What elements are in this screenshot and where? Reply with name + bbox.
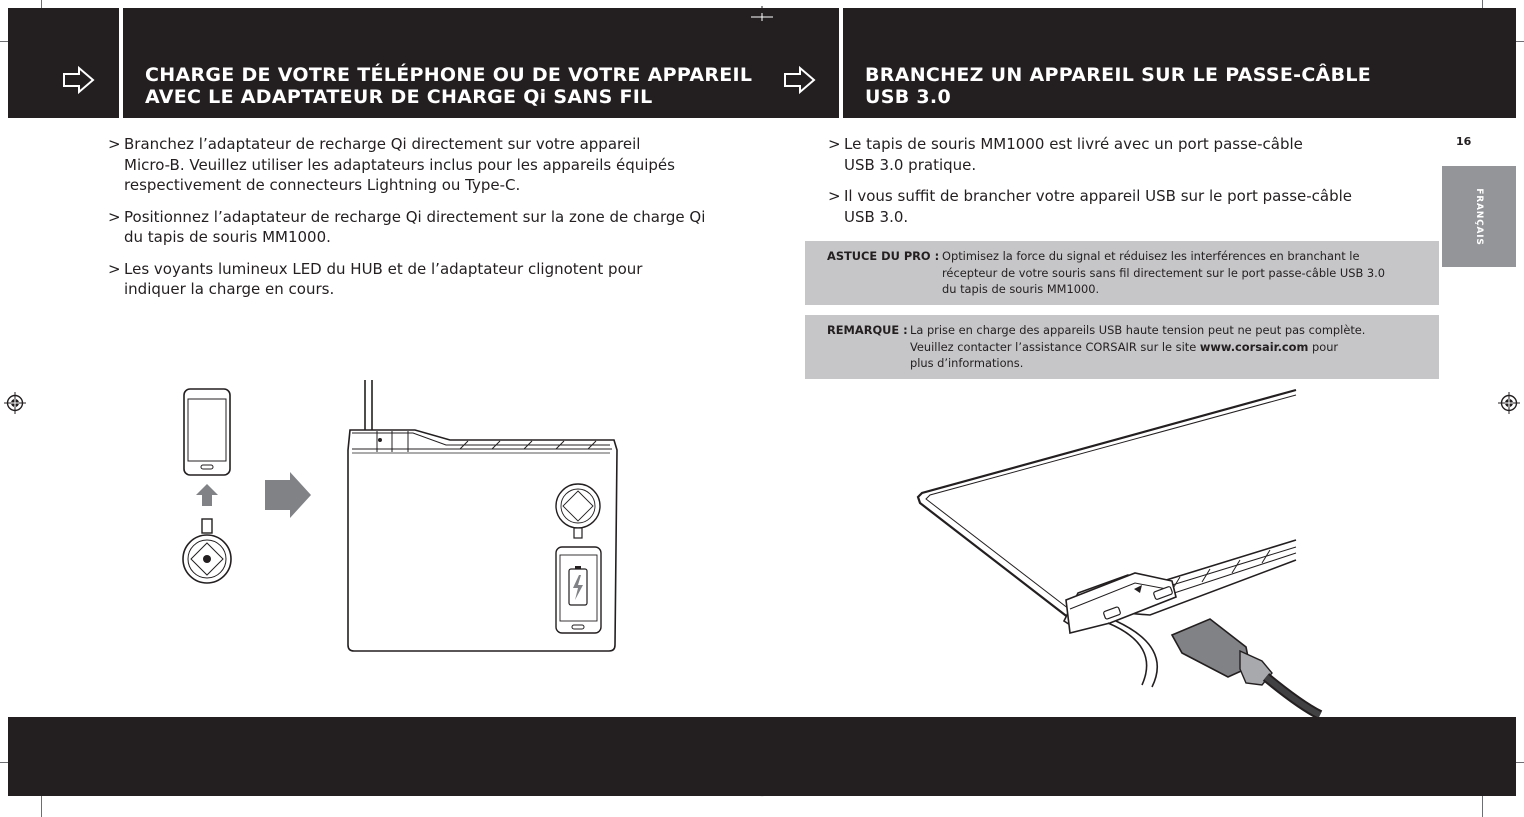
title-line: BRANCHEZ UN APPAREIL SUR LE PASSE-CÂBLE <box>865 64 1372 86</box>
left-arrow-band <box>8 8 119 118</box>
language-tab-label: FRANÇAIS <box>1474 187 1484 246</box>
list-item <box>828 134 1428 175</box>
pro-tip-text <box>942 248 1385 298</box>
list-item <box>828 186 1428 227</box>
left-bullet-list <box>108 134 758 311</box>
list-item <box>108 207 758 248</box>
registration-mark-icon <box>751 6 773 28</box>
registration-mark-icon <box>1498 392 1520 414</box>
remark-text <box>910 322 1365 372</box>
usb-passthrough-illustration <box>910 385 1330 720</box>
list-item-line: Micro-B. Veuillez utiliser les adaptateurs inclus pour les appareils équipés <box>124 155 675 174</box>
corsair-website-link[interactable]: www.corsair.com <box>1199 339 1309 354</box>
page-number: 16 <box>1456 135 1472 148</box>
list-item-line: du tapis de souris MM1000. <box>124 228 331 246</box>
title-line: CHARGE DE VOTRE TÉLÉPHONE OU DE VOTRE APPAREIL <box>145 64 753 86</box>
footer-band <box>8 717 1516 796</box>
list-item-line: Positionnez l’adaptateur de recharge Qi directement sur la zone de charge Qi <box>124 207 706 226</box>
right-bullet-list <box>828 134 1428 238</box>
bullet-marker: > <box>108 259 121 278</box>
language-tab <box>1442 166 1516 267</box>
right-arrow-outline-icon <box>62 65 96 95</box>
pro-tip-box <box>805 241 1439 305</box>
title-line: AVEC LE ADAPTATEUR DE CHARGE Qi SANS FIL <box>145 86 653 108</box>
list-item-line: Le tapis de souris MM1000 est livré avec un port passe-câble <box>844 135 1303 153</box>
list-item-line: Il vous suffit de brancher votre appareil USB sur le port passe-câble <box>844 187 1353 205</box>
bullet-marker: > <box>108 207 121 226</box>
list-item <box>108 259 758 300</box>
list-item-line: Branchez l’adaptateur de recharge Qi directement sur votre appareil <box>124 135 641 153</box>
list-item <box>108 134 758 196</box>
remark-text-part: pour <box>1308 339 1339 354</box>
right-section-title <box>865 64 1505 108</box>
pro-tip-line: Optimisez la force du signal et réduisez les interférences en branchant le <box>942 249 1360 263</box>
list-item-line: USB 3.0. <box>844 207 909 226</box>
list-item-line: respectivement de connecteurs Lightning ou Type-C. <box>124 176 521 194</box>
remark-line <box>910 339 1365 356</box>
pro-tip-line: récepteur de votre souris sans fil directement sur le port passe-câble USB 3.0 <box>942 265 1385 280</box>
remark-line: La prise en charge des appareils USB haute tension peut ne peut pas complète. <box>910 323 1366 337</box>
left-section-title <box>145 64 825 108</box>
usb-plug-icon <box>1172 619 1320 715</box>
up-arrow-icon <box>196 484 218 506</box>
remark-line: plus d’informations. <box>910 356 1024 370</box>
list-item-line: indiquer la charge en cours. <box>124 280 335 298</box>
title-line: USB 3.0 <box>865 86 951 108</box>
list-item-line: Les voyants lumineux LED du HUB et de l’adaptateur clignotent pour <box>124 259 643 278</box>
phone-icon <box>184 389 230 475</box>
remark-box <box>805 315 1439 379</box>
bullet-marker: > <box>108 135 121 153</box>
mousepad-corner-icon <box>918 390 1296 633</box>
list-item-line: USB 3.0 pratique. <box>844 155 977 174</box>
qi-adapter-icon <box>183 519 231 583</box>
bullet-marker: > <box>828 135 841 153</box>
registration-mark-icon <box>4 392 26 414</box>
remark-label: REMARQUE : <box>827 323 908 337</box>
mousepad-icon <box>348 380 617 651</box>
pro-tip-line: du tapis de souris MM1000. <box>942 282 1100 296</box>
charging-illustration <box>170 375 630 660</box>
pro-tip-label: ASTUCE DU PRO : <box>827 249 940 263</box>
right-arrow-icon <box>265 472 311 518</box>
remark-text-part: Veuillez contacter l’assistance CORSAIR sur le site <box>910 339 1200 354</box>
bullet-marker: > <box>828 187 841 205</box>
